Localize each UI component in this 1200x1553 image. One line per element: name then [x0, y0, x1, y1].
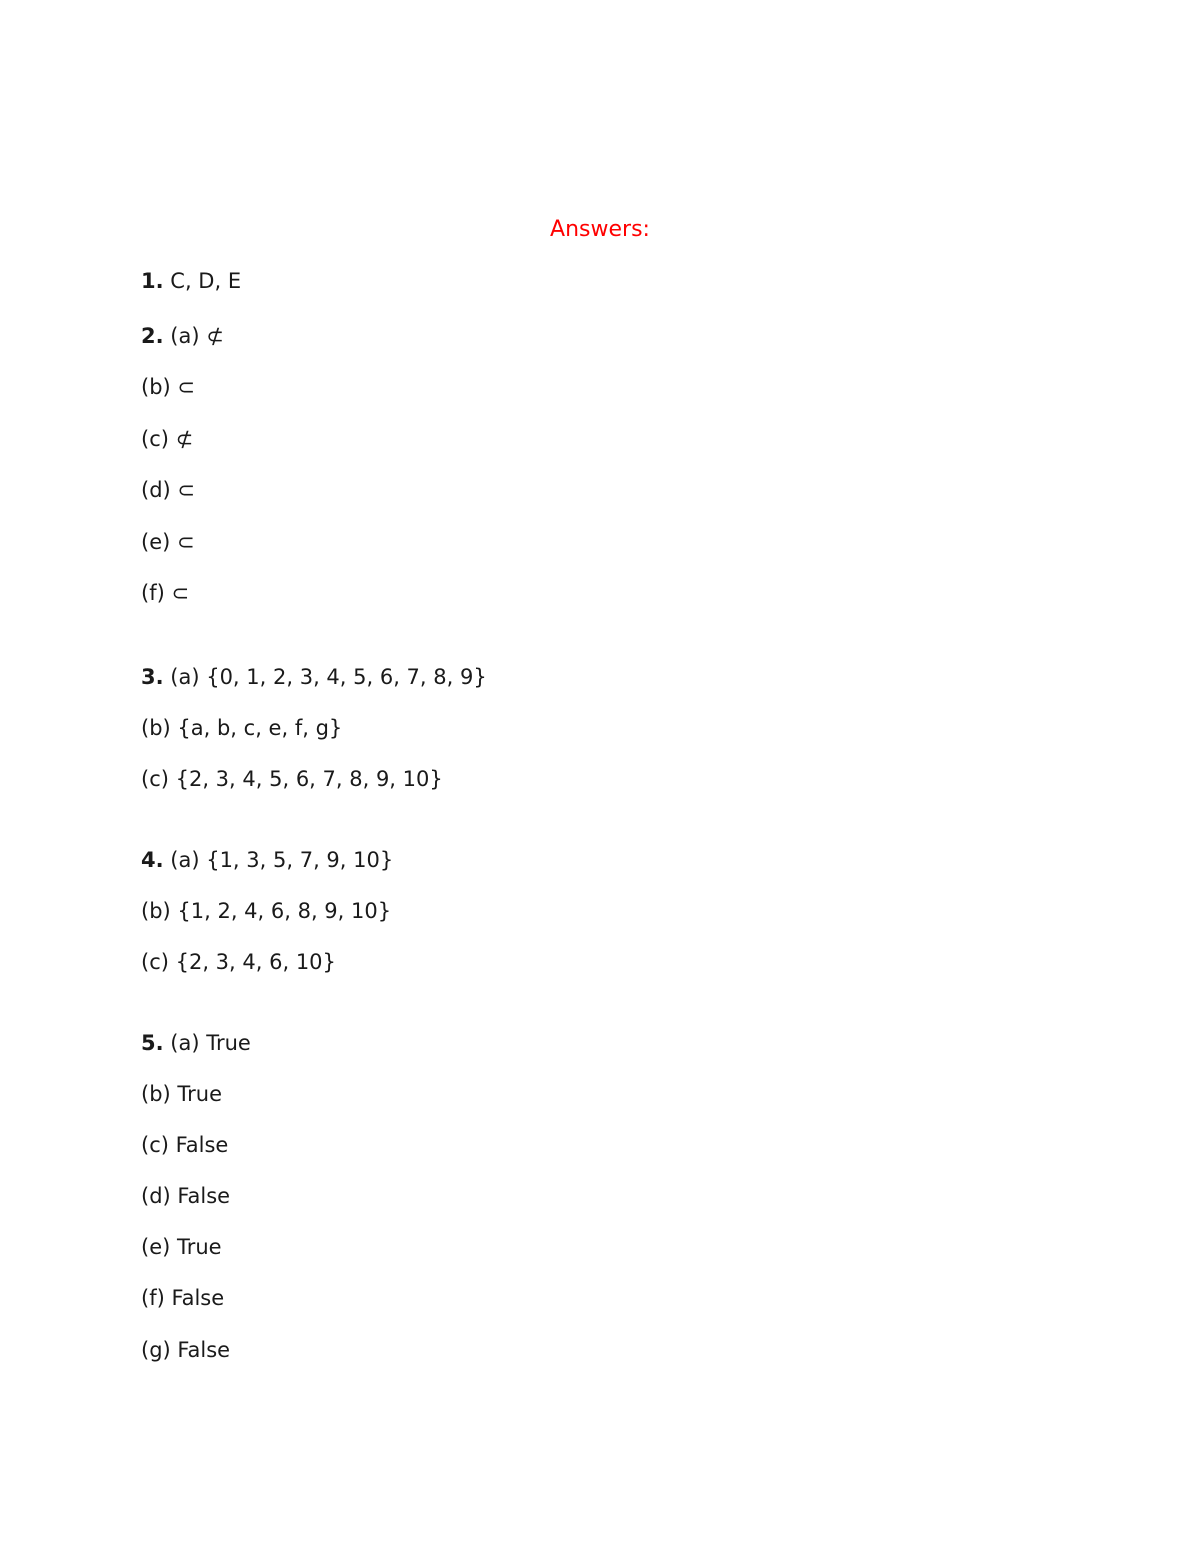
answer-2-line-4: (d) ⊂ — [141, 478, 195, 502]
answer-2-line-2: (b) ⊂ — [141, 375, 195, 399]
answer-2-number: 2. — [141, 324, 164, 348]
answer-1-number: 1. — [141, 269, 164, 293]
answer-5-line-4: (d) False — [141, 1184, 231, 1208]
answer-5-line-1 — [141, 1028, 251, 1058]
answer-5-line-2: (b) True — [141, 1082, 222, 1106]
answer-5-line-3: (c) False — [141, 1133, 229, 1157]
answer-5-line-7: (g) False — [141, 1338, 231, 1362]
answer-5-number: 5. — [141, 1031, 164, 1055]
answer-2-line-5: (e) ⊂ — [141, 530, 195, 554]
answer-1-text: C, D, E — [170, 269, 242, 293]
answer-4-line-2: (b) {1, 2, 4, 6, 8, 9, 10} — [141, 899, 392, 923]
page-title: Answers: — [550, 217, 650, 242]
answer-3-line-3: (c) {2, 3, 4, 5, 6, 7, 8, 9, 10} — [141, 767, 443, 791]
answer-3-line-1 — [141, 662, 487, 692]
answer-2-line-3: (c) ⊄ — [141, 427, 194, 451]
answer-4-number: 4. — [141, 848, 164, 872]
answer-2-text-a: (a) ⊄ — [170, 324, 224, 348]
answer-5-line-5: (e) True — [141, 1235, 222, 1259]
answer-2-line-6: (f) ⊂ — [141, 581, 190, 605]
answer-4-line-1 — [141, 845, 393, 875]
answer-3-line-2: (b) {a, b, c, e, f, g} — [141, 716, 343, 740]
answer-3-number: 3. — [141, 665, 164, 689]
answer-1-line-1 — [141, 266, 241, 296]
answer-4-text-a: (a) {1, 3, 5, 7, 9, 10} — [170, 848, 394, 872]
answer-4-line-3: (c) {2, 3, 4, 6, 10} — [141, 950, 336, 974]
answer-2-line-1 — [141, 321, 224, 351]
answer-3-text-a: (a) {0, 1, 2, 3, 4, 5, 6, 7, 8, 9} — [170, 665, 487, 689]
answer-5-line-6: (f) False — [141, 1286, 225, 1310]
answer-5-text-a: (a) True — [170, 1031, 251, 1055]
